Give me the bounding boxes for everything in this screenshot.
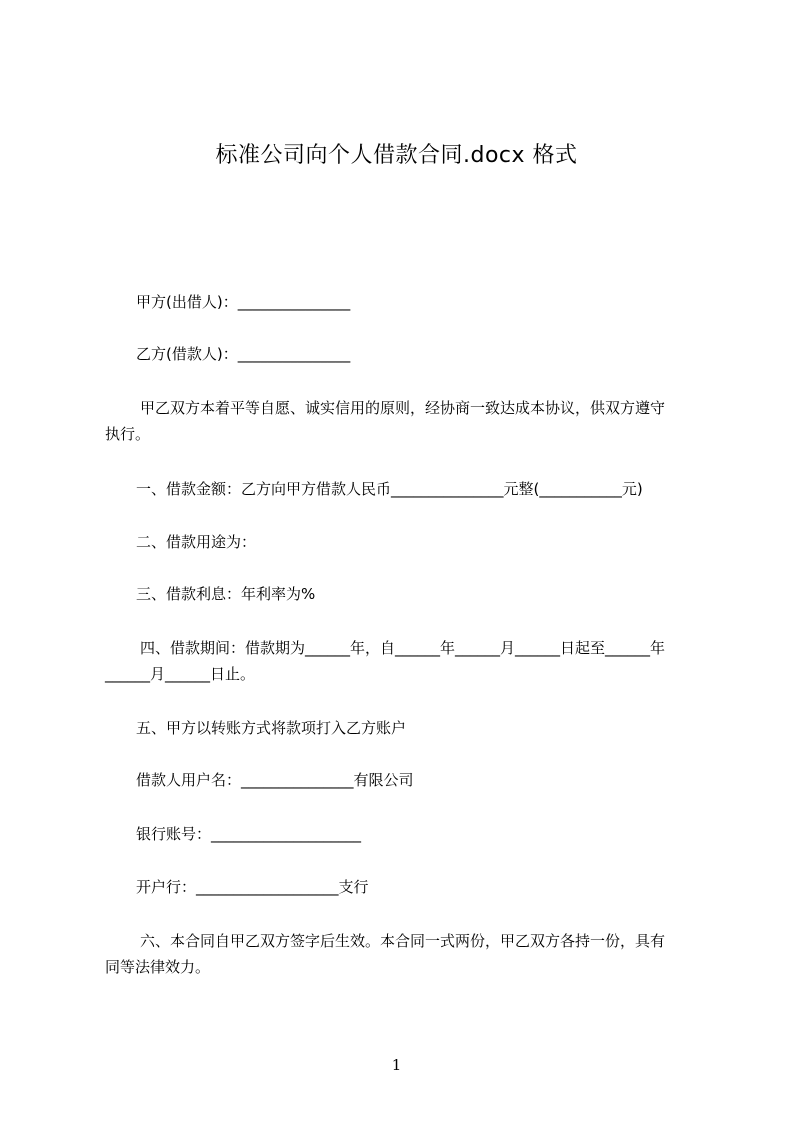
preamble-line: 执行。 — [105, 425, 151, 443]
clause-transfer: 五、甲方以转账方式将款项打入乙方账户 — [136, 719, 407, 737]
preamble-line: 甲乙双方本着平等自愿、诚实信用的原则，经协商一致达成本协议，供双方遵守 — [140, 399, 666, 417]
lender-line: 甲方(出借人)：_______________ — [136, 293, 351, 311]
borrower-line: 乙方(借款人)：_______________ — [136, 345, 351, 363]
account-name-line: 借款人用户名：_______________有限公司 — [136, 771, 414, 789]
page-number: 1 — [391, 1056, 402, 1074]
clause-term-line: 四、借款期间：借款期为______年，自______年______月______日起至______年 — [140, 639, 666, 657]
clause-interest: 三、借款利息：年利率为% — [136, 585, 316, 603]
clause-amount: 一、借款金额：乙方向甲方借款人民币_______________元整(___________元) — [136, 480, 643, 498]
clause-term-line: ______月______日止。 — [105, 665, 256, 683]
document-title: 标准公司向个人借款合同.docx 格式 — [215, 143, 578, 168]
bank-branch-line: 开户行：___________________支行 — [136, 878, 369, 896]
clause-effect-line: 同等法律效力。 — [105, 958, 211, 976]
clause-purpose: 二、借款用途为： — [136, 533, 257, 551]
clause-effect-line: 六、本合同自甲乙双方签字后生效。本合同一式两份，甲乙双方各持一份，具有 — [140, 932, 666, 950]
account-number-line: 银行账号：____________________ — [136, 825, 362, 843]
